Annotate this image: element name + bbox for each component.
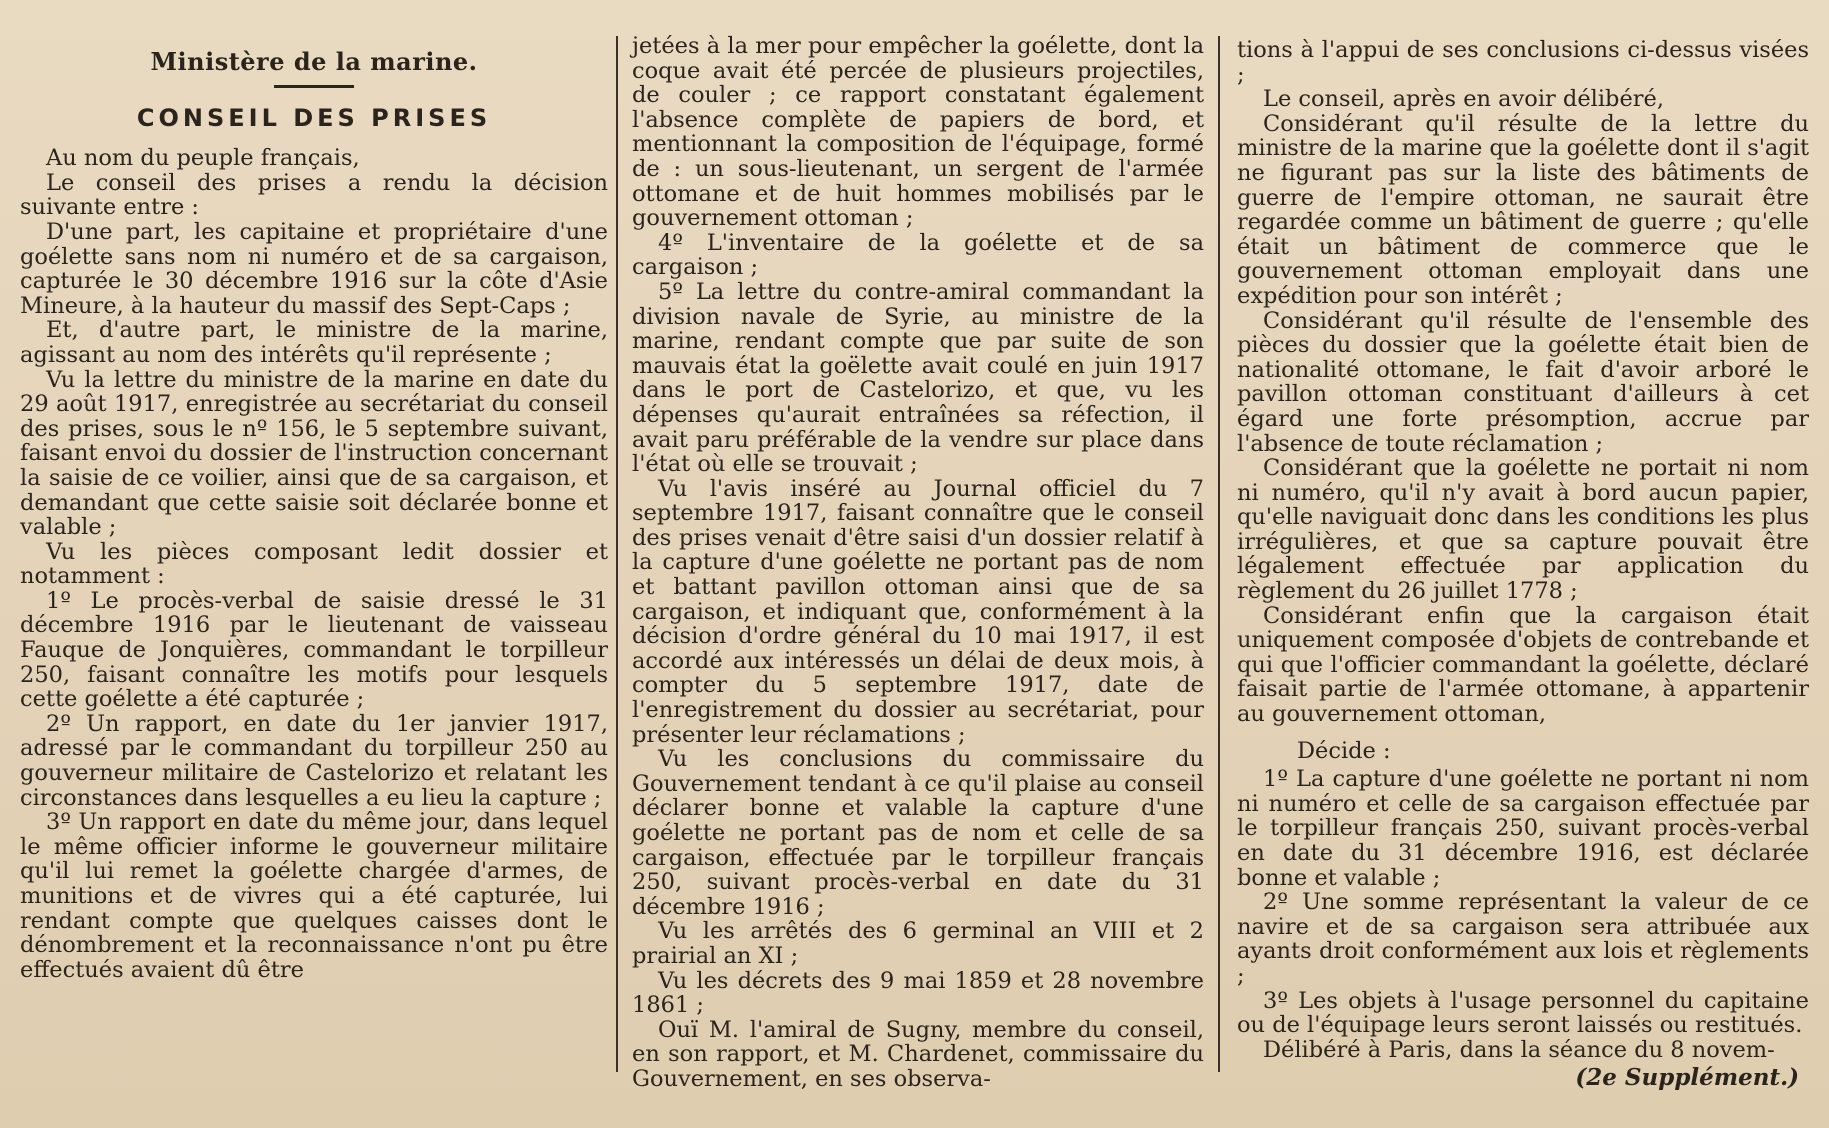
paragraph: Au nom du peuple français, — [46, 145, 360, 172]
paragraph: 1º La capture d'une goélette ne portant ni nom ni numéro et celle de sa cargaison effectuée par le torpilleur français 250, suivant procès-verbal en date du 31 décembre 1916, est déclarée bonne et valable ; — [1237, 766, 1809, 891]
decide-heading: Décide : — [1297, 737, 1391, 764]
paragraph: Vu les décrets des 9 mai 1859 et 28 novembre 1861 ; — [632, 967, 1204, 1019]
paragraph: Vu les arrêtés des 6 germinal an VIII et 2 prairial an XI ; — [632, 918, 1204, 969]
column-3 — [1237, 38, 1809, 1091]
column-1 — [20, 28, 608, 982]
paragraph: Le conseil des prises a rendu la décision suivante entre : — [20, 169, 608, 221]
paragraph: 2º Une somme représentant la valeur de ce navire et de sa cargaison sera attribuée aux ayants droit conformément aux lois et règlements ; — [1237, 889, 1809, 989]
paragraph: Considérant qu'il résulte de la lettre du ministre de la marine que la goélette dont il s'agit ne figurant pas sur la liste des bâtiments de guerre de l'empire ottoman, ne saurait être regardée comme un bâtiment de guerre ; qu'elle était un bâtiment de commerce que le gouvernement ottoman employait dans une expédition pour son intérêt ; — [1237, 110, 1809, 309]
paragraph: Le conseil, après en avoir délibéré, — [1263, 86, 1664, 113]
paragraph: tions à l'appui de ses conclusions ci-dessus visées ; — [1237, 37, 1809, 88]
paragraph: Vu les conclusions du commissaire du Gouvernement tendant à ce qu'il plaise au conseil déclarer bonne et valable la capture d'une goélette ne portant pas de nom et celle de sa cargaison, effectuée par le torpilleur français 250, suivant procès-verbal en date du 31 décembre 1916 ; — [632, 746, 1204, 920]
paragraph: 1º Le procès-verbal de saisie dressé le 31 décembre 1916 par le lieutenant de vaisseau Fauque de Jonquières, commandant le torpilleur 250, faisant connaître les motifs pour lesquels cette goélette a été capturée ; — [20, 587, 608, 713]
paragraph: Vu l'avis inséré au Journal officiel du 7 septembre 1917, faisant connaître que le conseil des prises venait d'être saisi d'un dossier relatif à la capture d'une goélette ne portant pas de nom et battant pavillon ottoman ainsi que de sa cargaison, et indiquant que, conformément à la décision d'ordre général du 10 mai 1917, il est accordé aux intéressés un délai de deux mois, à compter du 5 septembre 1917, date de l'enregistrement du dossier au secrétariat, pour présenter leur réclamations ; — [632, 475, 1204, 748]
paragraph: Considérant enfin que la cargaison était uniquement composée d'objets de contrebande et qui que l'officier commandant la goélette, déclaré faisait partie de l'armée ottomane, à appartenir au gouvernement ottoman, — [1237, 602, 1809, 728]
paragraph: Considérant que la goélette ne portait ni nom ni numéro, qu'il n'y avait à bord aucun papier, qu'elle naviguait donc dans les conditions les plus irrégulières, et que sa capture pouvait être légalement effectuée par application du règlement du 26 juillet 1778 ; — [1237, 455, 1809, 605]
paragraph: jetées à la mer pour empêcher la goélette, dont la coque avait été percée de plusieurs projectiles, de couler ; ce rapport constatant également l'absence complète de papiers de bord, et mentionnant la composition de l'équipage, formé de : un sous-lieutenant, un sergent de l'armée ottomane et de huit hommes mobilisés par le gouvernement ottoman ; — [632, 33, 1204, 232]
paragraph: Considérant qu'il résulte de l'ensemble des pièces du dossier que la goélette était bien de nationalité ottomane, le fait d'avoir arboré le pavillon ottoman constituant d'ailleurs à cet égard une forte présomption, accrue par l'absence de toute réclamation ; — [1237, 307, 1809, 457]
paragraph: Vu la lettre du ministre de la marine en date du 29 août 1917, enregistrée au secrétariat du conseil des prises, sous le nº 156, le 5 septembre suivant, faisant envoi du dossier de l'instruction concernant la saisie de ce voilier, ainsi que de sa cargaison, et demandant que cette saisie soit déclarée bonne et valable ; — [20, 366, 608, 541]
council-heading: CONSEIL DES PRISES — [136, 103, 492, 132]
column-divider — [616, 36, 618, 1072]
paragraph: 3º Un rapport en date du même jour, dans lequel le même officier informe le gouverneur militaire qu'il lui remet la goélette chargée d'armes, de munitions et de vivres qui a été capturée, lui rendant compte que quelques caisses dont le dénombrement et la reconnaissance n'ont pu être effectués avaient dû être — [20, 809, 608, 983]
supplement-label: (2e Supplément.) — [1575, 1064, 1799, 1092]
paragraph: 4º L'inventaire de la goélette et de sa cargaison ; — [632, 229, 1204, 281]
paragraph: 5º La lettre du contre-amiral commandant la division navale de Syrie, au ministre de la marine, rendant compte que par suite de son mauvais état la goëlette avait coulé en juin 1917 dans le port de Castelorizo, et que, vu les dépenses qu'aurait entraînées sa réfection, il avait paru préférable de la vendre sur place dans l'état où elle se trouvait ; — [632, 278, 1204, 478]
paragraph: Et, d'autre part, le ministre de la marine, agissant au nom des intérêts qu'il représente ; — [20, 317, 608, 368]
paragraph: D'une part, les capitaine et propriétaire d'une goélette sans nom ni numéro et de sa cargaison, capturée le 30 décembre 1916 sur la côte d'Asie Mineure, à la hauteur du massif des Sept-Caps ; — [20, 218, 608, 319]
paragraph: 2º Un rapport, en date du 1er janvier 1917, adressé par le commandant du torpilleur 250 au gouverneur militaire de Castelorizo et relatant les circonstances dans lesquelles a eu lieu la capture ; — [20, 710, 608, 811]
ministry-heading: Ministère de la marine. — [150, 47, 478, 76]
paragraph: 3º Les objets à l'usage personnel du capitaine ou de l'équipage leurs seront laissés ou restitués. — [1237, 987, 1809, 1039]
paragraph: Vu les pièces composant ledit dossier et notamment : — [20, 538, 608, 590]
heading-rule — [274, 85, 354, 88]
paragraph: Ouï M. l'amiral de Sugny, membre du conseil, en son rapport, et M. Chardenet, commissaire du Gouvernement, en ses observa- — [632, 1016, 1204, 1092]
paragraph: Délibéré à Paris, dans la séance du 8 novem- — [1263, 1036, 1775, 1063]
column-divider — [1218, 36, 1220, 1072]
column-2 — [632, 34, 1204, 1092]
